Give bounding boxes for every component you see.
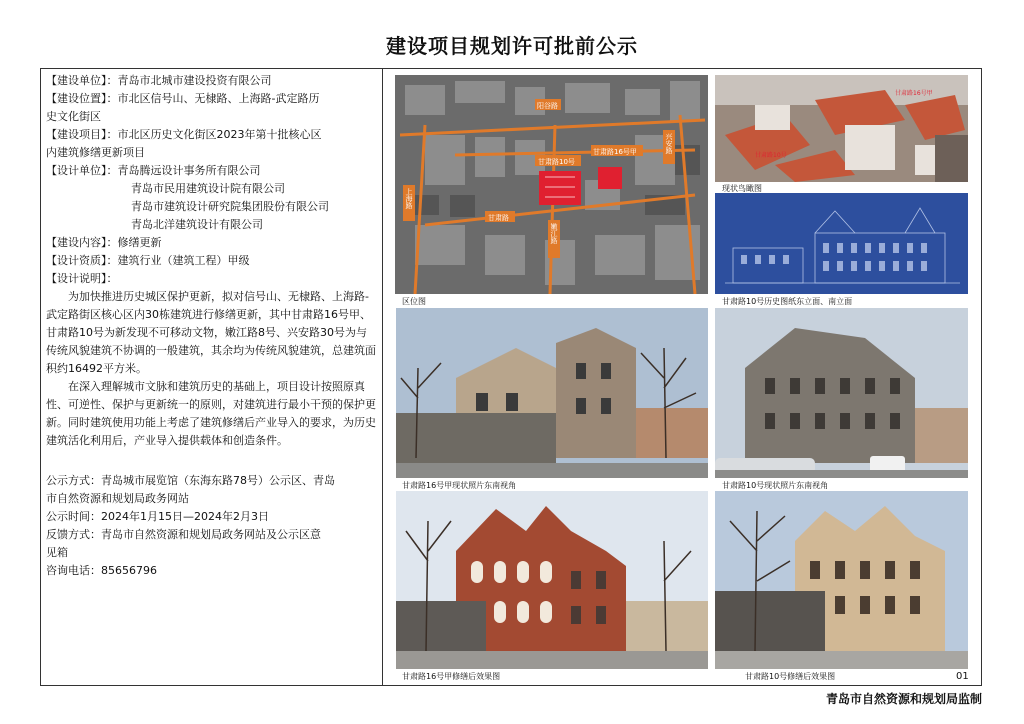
render-gansu10-after (715, 491, 968, 669)
render-gansu16-after-caption: 甘肃路16号甲修缮后效果图 (402, 672, 501, 681)
map-label-gansu16: 甘肃路16号甲 (593, 148, 637, 156)
design-unit-1: 【设计单位】：青岛腾远设计事务所有限公司 (46, 164, 261, 177)
description-paragraph-2: 在深入理解城市文脉和建筑历史的基础上，项目设计按照原真性、可逆性、保护与更新统一的原则，对建筑进行最小干预的保护更新。同时建筑使用功能上考虑了建筑修缮后产业导入的要求，为历史建筑活化利用后，产业导入提供载体和创造条件。 (46, 380, 376, 447)
design-unit-2: 青岛市民用建筑设计院有限公司 (131, 182, 285, 195)
construction-content: 【建设内容】：修缮更新 (46, 236, 162, 249)
notice-method-line1: 公示方式：青岛城市展览馆（东海东路78号）公示区、青岛 (46, 474, 335, 487)
description-paragraph-1: 为加快推进历史城区保护更新，拟对信号山、无棣路、上海路-武定路街区核心区内30栋建筑进行修缮更新，其中甘肃路16号甲、甘肃路10号为新发现不可移动文物，嫩江路8号、兴安路30号为与传统风貌建筑不协调的一般建筑，其余均为传统风貌建筑，总建筑面积约16492平方米。 (46, 290, 376, 375)
historic-drawing (715, 193, 968, 294)
design-unit-3: 青岛市建筑设计研究院集团股份有限公司 (131, 200, 329, 213)
design-qualification: 【设计资质】：建筑行业（建筑工程）甲级 (46, 254, 250, 267)
aerial-label-gansu16: 甘肃路16号甲 (895, 90, 933, 97)
construction-unit: 【建设单位】：青岛市北城市建设投资有限公司 (46, 74, 272, 87)
design-description-label: 【设计说明】： (46, 272, 118, 285)
map-label-yanggu: 阳谷路 (537, 102, 558, 110)
map-label-gansu10: 甘肃路10号 (538, 158, 575, 166)
aerial-photo (715, 75, 968, 182)
location-map-caption: 区位图 (402, 297, 426, 306)
consult-phone: 咨询电话：85656796 (46, 564, 157, 577)
aerial-caption: 现状鸟瞰图 (722, 184, 762, 193)
construction-location-line2: 史文化街区 (46, 110, 101, 123)
aerial-label-gansu10: 甘肃路10号 (755, 152, 787, 159)
page-title: 建设项目规划许可批前公示 (386, 34, 638, 58)
photo-gansu16-current (396, 308, 708, 478)
photo-gansu10-current-caption: 甘肃路10号现状照片东南视角 (722, 481, 829, 490)
design-unit-4: 青岛北洋建筑设计有限公司 (131, 218, 263, 231)
page-number: 01 (956, 671, 969, 682)
feedback-method-line2: 见箱 (46, 546, 68, 559)
map-label-xingan: 兴安路 (665, 133, 673, 154)
feedback-method-line1: 反馈方式：青岛市自然资源和规划局政务网站及公示区意 (46, 528, 321, 541)
render-gansu16-after (396, 491, 708, 669)
map-label-shanghai: 上海路 (405, 188, 413, 209)
photo-gansu10-current (715, 308, 968, 478)
construction-location-line1: 【建设位置】：市北区信号山、无棣路、上海路-武定路历 (46, 92, 320, 105)
notice-method-line2: 市自然资源和规划局政务网站 (46, 492, 189, 505)
map-label-nenjiang: 嫩江路 (550, 223, 558, 244)
project-name-line2: 内建筑修缮更新项目 (46, 146, 145, 159)
project-name-line1: 【建设项目】：市北区历史文化街区2023年第十批核心区 (46, 128, 322, 141)
location-map (395, 75, 708, 294)
notice-period: 公示时间：2024年1月15日—2024年2月3日 (46, 510, 269, 523)
drawing-caption: 甘肃路10号历史图纸东立面、南立面 (722, 297, 853, 306)
project-info (46, 72, 376, 580)
map-label-gansu: 甘肃路 (488, 214, 509, 222)
footer-issuer: 青岛市自然资源和规划局监制 (825, 692, 982, 706)
column-divider (382, 68, 383, 686)
photo-gansu16-current-caption: 甘肃路16号甲现状照片东南视角 (402, 481, 517, 490)
render-gansu10-after-caption: 甘肃路10号修缮后效果图 (745, 672, 836, 681)
